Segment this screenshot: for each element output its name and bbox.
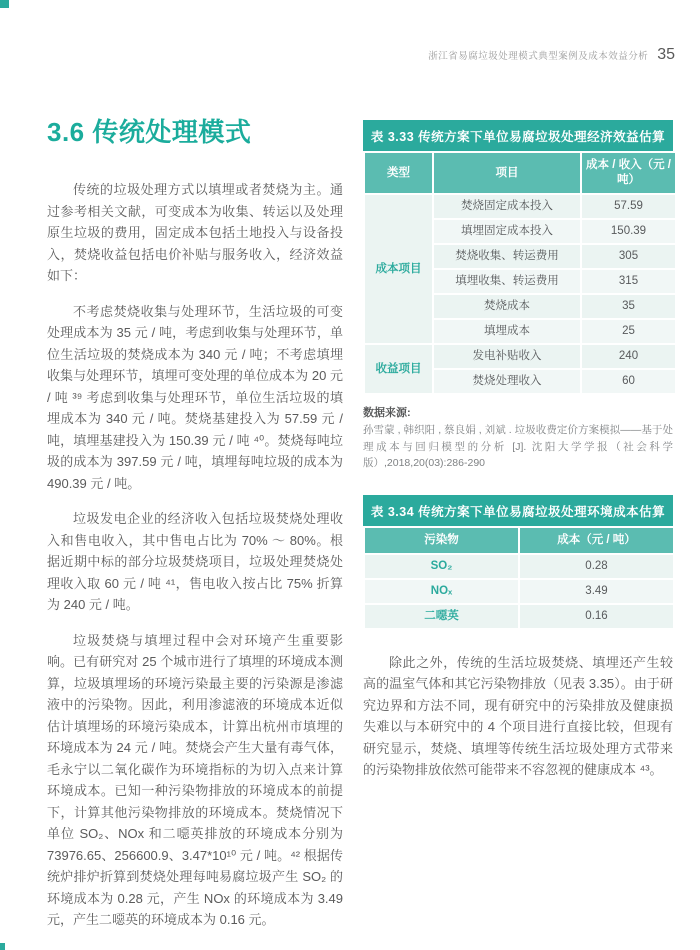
cell-item: 焚烧处理收入 [434, 370, 580, 393]
paragraph-intro: 传统的垃圾处理方式以填埋或者焚烧为主。通过参考相关文献，可变成本为收集、转运以及处理原生垃圾的费用，固定成本包括土地投入与设备投入，焚烧收益包括电价补贴与服务收入，经济效益如下： [47, 182, 343, 283]
cell-cost: 0.28 [520, 555, 673, 578]
cell-cost: 3.49 [520, 580, 673, 603]
cell-item: 焚烧成本 [434, 295, 580, 318]
col-header-type: 类型 [365, 153, 432, 193]
table-row [365, 580, 673, 603]
cell-pollutant: SO₂ [365, 555, 518, 578]
row-group-cost: 成本项目 [365, 195, 432, 343]
data-source-label: 数据来源: [363, 407, 411, 419]
col-header-pollutant: 污染物 [365, 528, 518, 553]
col-header-cost: 成本（元 / 吨） [520, 528, 673, 553]
cell-value: 25 [582, 320, 675, 343]
table-row [365, 605, 673, 628]
cell-cost: 0.16 [520, 605, 673, 628]
cell-value: 35 [582, 295, 675, 318]
cell-value: 60 [582, 370, 675, 393]
running-header-title: 浙江省易腐垃圾处理模式典型案例及成本效益分析 [428, 51, 649, 62]
paragraph-environment-detail: 垃圾焚烧与填埋过程中会对环境产生重要影响。已有研究对 25 个城市进行了填埋的环境成本测算，垃圾填埋场的环境污染最主要的污染源是渗滤液中的污染物。因此，利用渗滤液的环境成本近似估计填埋场的环境污染成本，计算出杭州市填埋的环境成本为 24 元 / 吨。焚烧会产生大量有毒气体，毛永宁以二氧化碳作为环境指标的为切入点来计算环境成本。已知一种污染物排放的环境成本的前提下，计算其他污染物排放的环境成本。焚烧情况下单位 SO₂、NOx 和二噁英排放的环境成本分别为 73976.65、256600.9、3.47*10¹⁰ 元 / 吨。⁴² 根据传统炉排炉折算到焚烧处理每吨易腐垃圾产生 SO₂ 的环境成本为 0.28 元，产生 NOx 的环境成本为 3.49 元，产生二噁英的环境成本为 0.16 元。 [47, 632, 343, 927]
cell-pollutant: NOₓ [365, 580, 518, 603]
table-333-header-row [365, 153, 675, 193]
table-row [365, 345, 675, 368]
economic-benefit-table [363, 151, 677, 395]
running-header [428, 46, 675, 64]
cell-item: 焚烧收集、转运费用 [434, 245, 580, 268]
table-334-header-row [365, 528, 673, 553]
cell-pollutant: 二噁英 [365, 605, 518, 628]
section-title: 3.6 传统处理模式 [47, 117, 252, 147]
cell-value: 240 [582, 345, 675, 368]
col-header-value: 成本 / 收入（元 / 吨） [582, 153, 675, 193]
cell-item: 填埋成本 [434, 320, 580, 343]
cell-value: 57.59 [582, 195, 675, 218]
cell-value: 150.39 [582, 220, 675, 243]
row-group-income: 收益项目 [365, 345, 432, 393]
top-left-corner-mark [0, 0, 9, 8]
table-334-title: 表 3.34 传统方案下单位易腐垃圾处理环境成本估算 [363, 495, 673, 526]
table-333-title: 表 3.33 传统方案下单位易腐垃圾处理经济效益估算 [363, 120, 673, 151]
right-column [363, 120, 673, 795]
cell-item: 填埋收集、转运费用 [434, 270, 580, 293]
data-source-citation: 孙雪蒙 , 韩织阳 , 蔡良娟 , 刘斌 . 垃圾收费定价方案模拟——基于处理成本与回归模型的分析 [J]. 沈阳大学学报（社会科学版）,2018,20(03):286-290 [363, 424, 673, 469]
environment-cost-table [363, 526, 675, 630]
bottom-left-corner-mark [0, 943, 5, 950]
page-number: 35 [657, 46, 675, 63]
table-334-block [363, 495, 673, 630]
cell-value: 315 [582, 270, 675, 293]
paragraph-conclusion: 除此之外，传统的生活垃圾焚烧、填埋还产生较高的温室气体和其它污染物排放（见表 3.35）。由于研究边界和方法不同，现有研究中的污染排放及健康损失难以与本研究中的 4 个项目进行直接比较，但现有研究显示，焚烧、填埋等传统生活垃圾处理方式带来的污染物排放依然可能带来不容忽视的健康成本 ⁴³。 [363, 654, 673, 777]
cell-item: 发电补贴收入 [434, 345, 580, 368]
data-source-note [363, 404, 673, 472]
left-column [47, 112, 343, 945]
cell-item: 填埋固定成本投入 [434, 220, 580, 243]
paragraph-cost-detail: 不考虑焚烧收集与处理环节，生活垃圾的可变处理成本为 35 元 / 吨，考虑到收集与处理环节，单位生活垃圾的焚烧成本为 340 元 / 吨；不考虑填埋收集与处理环节，填埋可变处理的单位成本为 20 元 / 吨 ³⁹ 考虑到收集与处理环节，单位生活垃圾的填埋成本为 340 元 / 吨。焚烧基建投入为 57.59 元 / 吨，填埋基建投入为 150.39 元 / 吨 ⁴⁰。焚烧每吨垃圾的成本为 397.59 元 / 吨，填埋每吨垃圾的成本为 490.39 元 / 吨。 [47, 303, 343, 491]
col-header-item: 项目 [434, 153, 580, 193]
table-row [365, 555, 673, 578]
cell-item: 焚烧固定成本投入 [434, 195, 580, 218]
cell-value: 305 [582, 245, 675, 268]
paragraph-income-detail: 垃圾发电企业的经济收入包括垃圾焚烧处理收入和售电收入，其中售电占比为 70% ～ 80%。根据近期中标的部分垃圾焚烧项目，垃圾处理焚烧处理收入取 60 元 / 吨 ⁴¹，售电收入按占比 75% 折算为 240 元 / 吨。 [47, 511, 343, 612]
table-333-block [363, 120, 673, 472]
table-row [365, 195, 675, 218]
